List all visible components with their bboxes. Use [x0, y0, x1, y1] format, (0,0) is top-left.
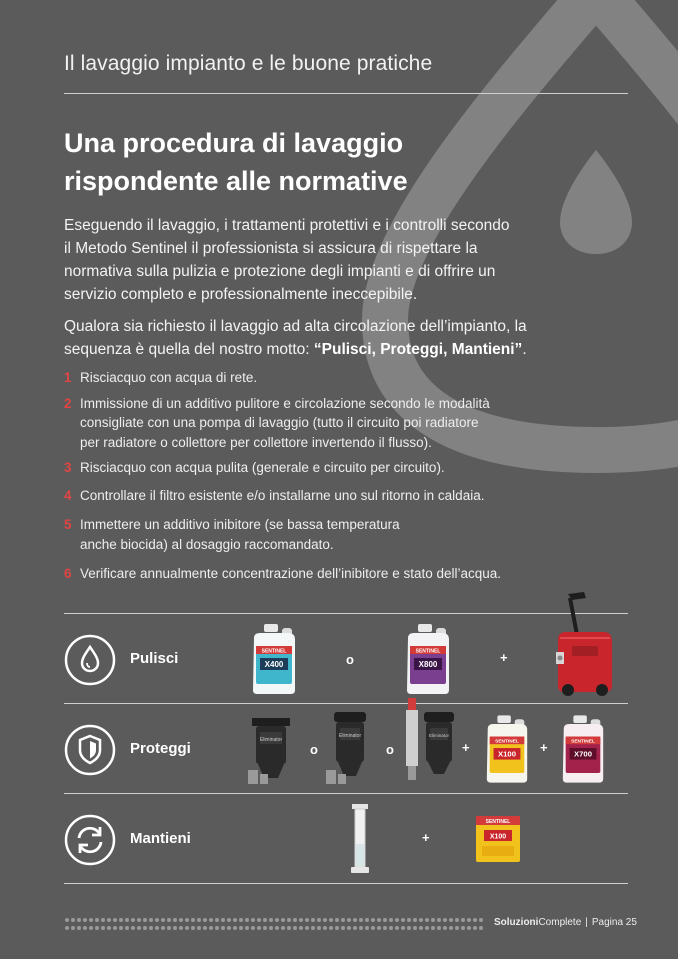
footer-dot	[347, 926, 351, 930]
footer-dot	[479, 918, 483, 922]
footer-dot	[443, 918, 447, 922]
footer-dot	[89, 918, 93, 922]
shield-icon	[64, 724, 116, 776]
product-row-pulisci	[64, 613, 628, 703]
footer-dot	[449, 926, 453, 930]
footer-dot	[101, 918, 105, 922]
footer-dot	[209, 926, 213, 930]
footer-dot	[233, 918, 237, 922]
step-text: Controllare il filtro esistente e/o installarne uno sul ritorno in caldaia.	[80, 487, 485, 503]
footer-dot	[101, 926, 105, 930]
footer-dot	[305, 926, 309, 930]
footer-dot	[293, 918, 297, 922]
footer-dot	[323, 918, 327, 922]
footer-dot	[143, 918, 147, 922]
footer-dot	[281, 918, 285, 922]
footer-dot	[473, 926, 477, 930]
footer-dot	[371, 918, 375, 922]
footer-dot	[317, 926, 321, 930]
footer-dot	[149, 918, 153, 922]
row-label-mantieni: Mantieni	[130, 830, 191, 847]
footer-dot	[107, 918, 111, 922]
footer-dot	[395, 918, 399, 922]
footer-dot	[467, 918, 471, 922]
footer-dot	[389, 926, 393, 930]
water-drop-icon	[64, 634, 116, 686]
product-code: X700	[574, 749, 592, 759]
separator-or: o	[386, 742, 394, 757]
footer-dot	[137, 918, 141, 922]
product-brand: SENTINEL	[571, 739, 595, 745]
footer-dot	[413, 926, 417, 930]
footer-dot	[239, 918, 243, 922]
page-header-title: Il lavaggio impianto e le buone pratiche	[64, 52, 433, 75]
step-text: consigliate con una pompa di lavaggio (tutto il circuito poi radiatore	[80, 415, 479, 430]
footer-dot	[281, 926, 285, 930]
footer-divider: |	[585, 917, 588, 928]
product-code: X800	[418, 660, 438, 669]
footer-dot	[209, 918, 213, 922]
footer-dot	[197, 926, 201, 930]
footer-dot	[455, 918, 459, 922]
refresh-arrows-icon	[64, 814, 116, 866]
motto: “Pulisci, Proteggi, Mantieni”	[313, 341, 523, 358]
footer-dot	[287, 918, 291, 922]
footer-dot	[119, 918, 123, 922]
step-text: Risciacquo con acqua di rete.	[80, 370, 258, 385]
step-number: 2	[64, 395, 72, 411]
footer-dot	[335, 926, 339, 930]
footer-dot	[407, 926, 411, 930]
product-code: X100	[489, 833, 507, 841]
footer-dot	[461, 926, 465, 930]
product-brand: Eliminator	[428, 733, 450, 738]
footer-dot	[83, 918, 87, 922]
page-number: Pagina 25	[591, 917, 637, 928]
footer-dot	[239, 926, 243, 930]
footer-dot	[227, 926, 231, 930]
footer-dot	[419, 926, 423, 930]
footer-dot	[131, 918, 135, 922]
footer-dot	[143, 926, 147, 930]
footer-dot	[95, 926, 99, 930]
intro-line: normativa sulla pulizia e protezione degli impianti e di offrire un	[64, 263, 496, 280]
footer-dot	[347, 918, 351, 922]
footer-dot	[269, 926, 273, 930]
step-1	[64, 368, 604, 388]
footer-dot	[353, 926, 357, 930]
footer-dot	[89, 926, 93, 930]
footer-dot	[77, 926, 81, 930]
footer-dot	[251, 926, 255, 930]
page-title	[64, 124, 624, 200]
product-x100-kit	[474, 812, 522, 864]
product-brand: SENTINEL	[261, 648, 287, 655]
footer-dot	[215, 926, 219, 930]
footer-dot	[365, 918, 369, 922]
footer-dot	[131, 926, 135, 930]
footer-dot	[173, 918, 177, 922]
footer-dot	[245, 918, 249, 922]
procedure-steps	[64, 368, 604, 584]
footer-dot	[407, 918, 411, 922]
footer-dot	[269, 918, 273, 922]
product-brand: Eliminator	[259, 737, 283, 743]
footer-dot	[299, 918, 303, 922]
footer-dot	[155, 918, 159, 922]
footer-dot	[179, 918, 183, 922]
footer-dot	[221, 926, 225, 930]
footer-dot	[149, 926, 153, 930]
footer-dot	[113, 918, 117, 922]
footer-dot	[383, 918, 387, 922]
header-divider	[64, 93, 628, 94]
footer-dot	[377, 926, 381, 930]
footer-dot	[215, 918, 219, 922]
page-title-line-1: Una procedura di lavaggio	[64, 128, 404, 158]
intro-line: Qualora sia richiesto il lavaggio ad alta circolazione dell’impianto, la	[64, 318, 527, 335]
product-filter-3	[400, 698, 458, 788]
footer-dot	[125, 926, 129, 930]
footer-dot	[323, 926, 327, 930]
product-code: X100	[498, 749, 516, 759]
footer-dot	[161, 926, 165, 930]
footer-dot	[305, 918, 309, 922]
product-x800-bottle	[402, 624, 454, 694]
step-2	[64, 394, 604, 453]
footer-dot	[77, 918, 81, 922]
footer-dot	[293, 926, 297, 930]
footer-dot	[377, 918, 381, 922]
footer-dot	[203, 918, 207, 922]
footer-dot	[431, 926, 435, 930]
step-text: Immissione di un additivo pulitore e circolazione secondo le modalità	[80, 395, 490, 411]
footer-dot	[329, 918, 333, 922]
product-brand: SENTINEL	[415, 648, 441, 655]
footer-dot	[257, 918, 261, 922]
separator-or: o	[310, 742, 318, 757]
separator-plus: +	[422, 830, 430, 845]
footer-dot	[155, 926, 159, 930]
footer-dot	[287, 926, 291, 930]
footer-dot	[419, 918, 423, 922]
step-number: 5	[64, 517, 72, 532]
footer-dot	[167, 926, 171, 930]
footer-dot	[125, 918, 129, 922]
intro-paragraph-2	[64, 315, 584, 361]
footer-dot	[221, 918, 225, 922]
footer-dot	[371, 926, 375, 930]
intro-paragraph-1	[64, 214, 584, 306]
footer-dot	[245, 926, 249, 930]
step-4	[64, 486, 604, 506]
footer-dot	[341, 918, 345, 922]
footer-dot	[299, 926, 303, 930]
footer-dot	[167, 918, 171, 922]
footer-dot	[263, 926, 267, 930]
footer-dot	[437, 918, 441, 922]
footer	[494, 917, 637, 928]
product-table	[64, 613, 628, 884]
footer-dot	[161, 918, 165, 922]
intro-period: .	[522, 341, 527, 358]
step-text: anche biocida) al dosaggio raccomandato.	[80, 536, 334, 552]
product-brand: Eliminator	[338, 733, 362, 739]
intro-line: Eseguendo il lavaggio, i trattamenti protettivi e i controlli secondo	[64, 217, 510, 234]
flushing-pump-machine	[554, 590, 616, 696]
product-row-mantieni	[64, 793, 628, 884]
step-text: Immettere un additivo inibitore (se bassa temperatura	[80, 517, 400, 532]
footer-dot	[71, 926, 75, 930]
footer-dot	[71, 918, 75, 922]
footer-dot	[359, 926, 363, 930]
step-text: Verificare annualmente concentrazione dell’inibitore e stato dell’acqua.	[80, 566, 502, 581]
product-x700-bottle	[558, 714, 608, 784]
separator-or: o	[346, 652, 354, 667]
step-3	[64, 458, 604, 478]
footer-dot	[185, 926, 189, 930]
product-row-proteggi	[64, 703, 628, 793]
footer-dot	[443, 926, 447, 930]
footer-dot	[113, 926, 117, 930]
page-title-line-2: rispondente alle normative	[64, 166, 408, 196]
footer-dot	[311, 918, 315, 922]
footer-dot	[455, 926, 459, 930]
footer-dot	[359, 918, 363, 922]
row-label-proteggi: Proteggi	[130, 740, 191, 757]
footer-dot	[275, 926, 279, 930]
footer-dot	[65, 918, 69, 922]
intro-line: sequenza è quella del nostro motto:	[64, 341, 314, 358]
footer-dot	[137, 926, 141, 930]
footer-dot	[263, 918, 267, 922]
product-code: X400	[264, 660, 284, 669]
footer-dot-pattern	[64, 916, 484, 932]
footer-dot	[479, 926, 483, 930]
footer-dot	[335, 918, 339, 922]
footer-dot	[179, 926, 183, 930]
step-number: 3	[64, 460, 72, 475]
footer-dot	[383, 926, 387, 930]
product-filter-1	[246, 712, 296, 788]
footer-dot	[413, 918, 417, 922]
footer-dot	[317, 918, 321, 922]
step-number: 1	[64, 370, 72, 385]
footer-dot	[353, 918, 357, 922]
row-label-pulisci: Pulisci	[130, 650, 179, 667]
product-filter-2	[324, 710, 376, 788]
footer-brand-rest: Complete	[538, 917, 582, 928]
separator-plus: +	[462, 740, 470, 755]
footer-dot	[185, 918, 189, 922]
product-x100-bottle	[482, 714, 532, 784]
footer-dot	[107, 926, 111, 930]
test-tube-icon	[348, 804, 372, 876]
footer-dot	[461, 918, 465, 922]
footer-brand-bold: Soluzioni	[494, 917, 539, 928]
intro-line: servizio completo e professionalmente ineccepibile.	[64, 286, 418, 303]
step-5	[64, 515, 604, 554]
footer-dot	[203, 926, 207, 930]
footer-dot	[467, 926, 471, 930]
intro-line: il Metodo Sentinel il professionista si assicura di rispettare la	[64, 240, 478, 257]
footer-dot	[83, 926, 87, 930]
footer-dot	[191, 918, 195, 922]
product-brand: SENTINEL	[485, 819, 511, 825]
footer-dot	[389, 918, 393, 922]
footer-dot	[431, 918, 435, 922]
footer-dot	[425, 926, 429, 930]
footer-dot	[365, 926, 369, 930]
footer-dot	[425, 918, 429, 922]
footer-dot	[473, 918, 477, 922]
footer-dot	[233, 926, 237, 930]
step-text: Risciacquo con acqua pulita (generale e circuito per circuito).	[80, 460, 445, 475]
footer-dot	[197, 918, 201, 922]
footer-dot	[95, 918, 99, 922]
product-x400-bottle	[248, 624, 300, 694]
step-6	[64, 564, 604, 584]
footer-dot	[275, 918, 279, 922]
footer-dot	[437, 926, 441, 930]
step-number: 4	[64, 487, 72, 503]
footer-dot	[401, 918, 405, 922]
footer-dot	[449, 918, 453, 922]
footer-dot	[341, 926, 345, 930]
product-brand: SENTINEL	[495, 739, 519, 745]
footer-dot	[329, 926, 333, 930]
separator-plus: +	[540, 740, 548, 755]
separator-plus: +	[500, 650, 508, 665]
footer-dot	[257, 926, 261, 930]
footer-dot	[311, 926, 315, 930]
footer-dot	[395, 926, 399, 930]
footer-dot	[251, 918, 255, 922]
step-text: per radiatore o collettore per collettore invertendo il flusso).	[80, 434, 432, 450]
footer-dot	[191, 926, 195, 930]
footer-dot	[65, 926, 69, 930]
footer-dot	[119, 926, 123, 930]
footer-dot	[173, 926, 177, 930]
step-number: 6	[64, 566, 72, 581]
footer-dot	[401, 926, 405, 930]
footer-dot	[227, 918, 231, 922]
